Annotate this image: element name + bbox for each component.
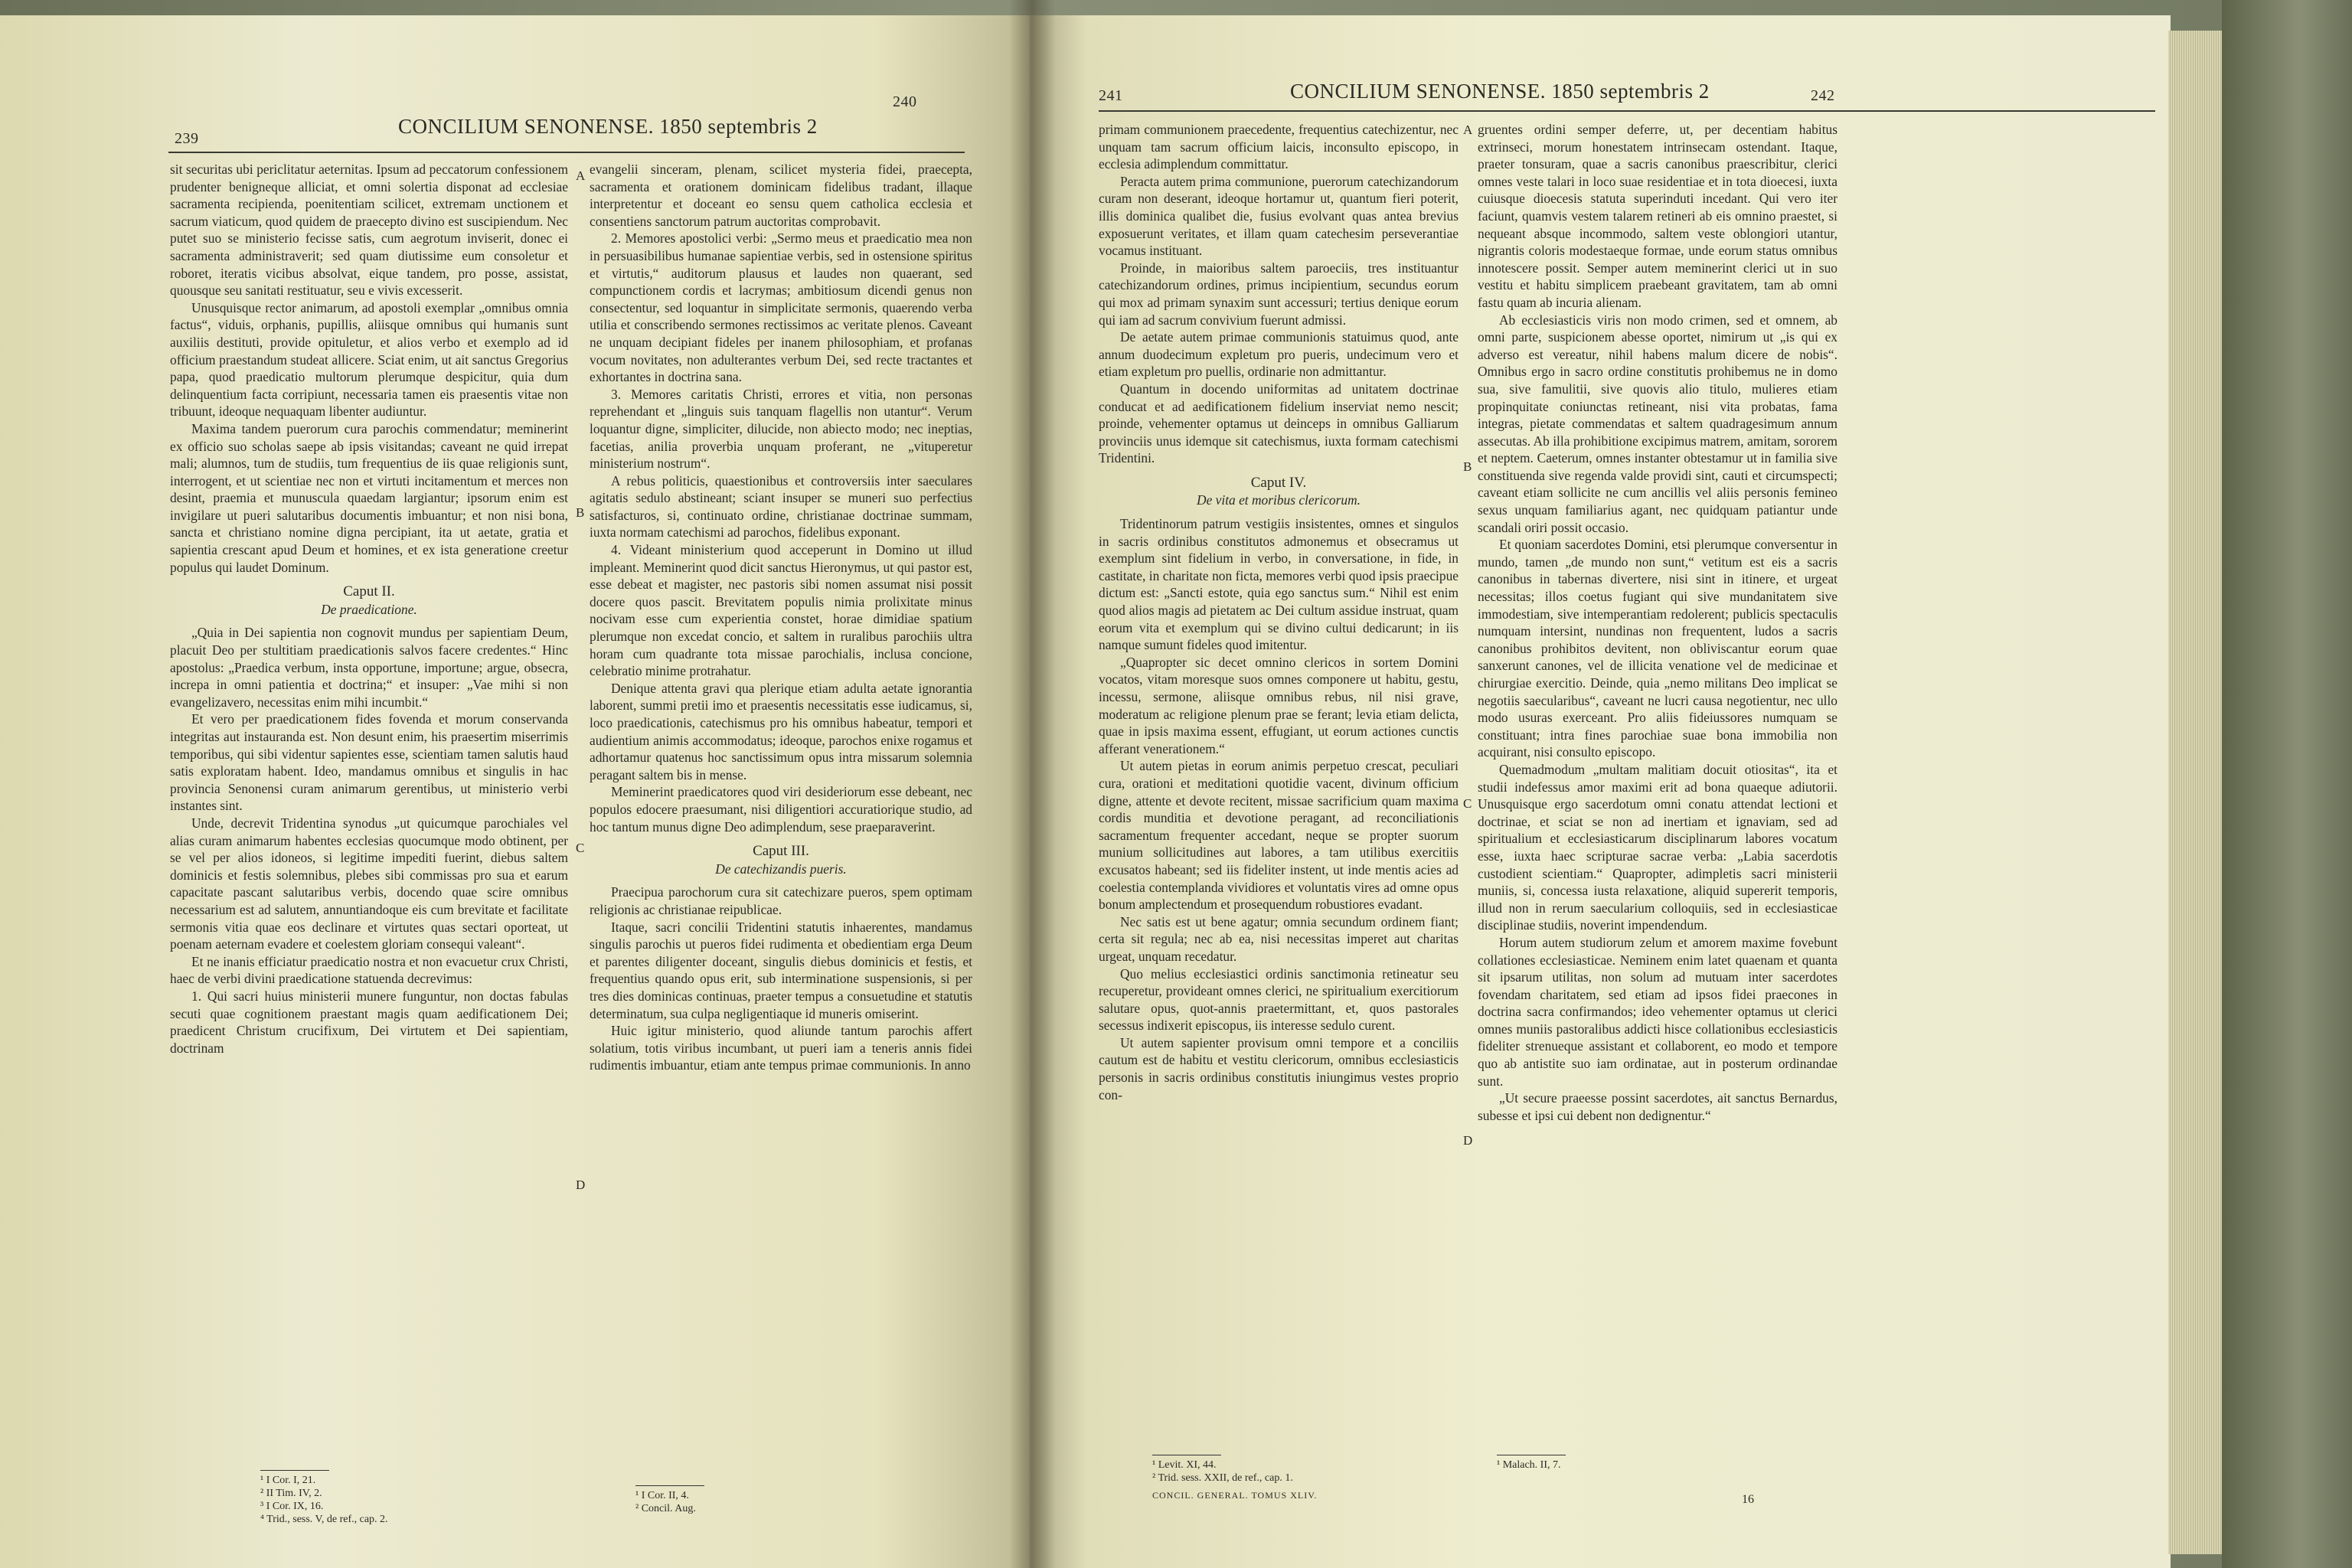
right-page (1030, 15, 2171, 1568)
caput-heading: Caput IV. (1250, 474, 1307, 491)
paragraph: Unusquisque rector animarum, ad apostoli exemplar „omnibus omnia factus“, viduis, orphanis, pupillis, aliisque omnibus qui humanis sunt auxiliis destituti, provide opituletur, et alios verbo et exemplo ad id officium praestandum studeat allicere. Sciat enim, ut ait sanctus Gregorius papa, quod praedicatio multorum plerumque despicitur, quia dum delinquentium facta corripiunt, necessaria tamen eis praesentis vitae non tribuunt, ideoque nequaquam libenter audiuntur. (170, 299, 568, 420)
left-header-rule (168, 152, 965, 153)
paragraph: Proinde, in maioribus saltem paroeciis, tres instituantur catechizandorum ordines, primus incipientium, secundus eorum qui mox ad primam synaxim sunt accessuri; tertius denique eorum qui iam ad sacrum convivium fuerunt admissi. (1099, 260, 1459, 328)
caput-heading: Caput III. (753, 843, 809, 860)
paragraph: „Ut secure praeesse possint sacerdotes, ait sanctus Bernardus, subesse et ipsi cui debent non dedignentur.“ (1478, 1090, 1838, 1123)
book-gutter-shadow (1009, 0, 1055, 1568)
paragraph: Maxima tandem puerorum cura parochis commendatur; meminerint ex officio suo scholas saepe ab ipsis visitandas; caveant ne quid irrepat mali; alumnos, tum de studiis, tum frequentius de iis quae religionis sunt, interrogent, et ut scientiae nec non et virtuti incitamentum et merces non desint, praemia et munuscula quaedam largiantur; ipsorum enim est invigilare ut pueri salutaribus documentis imbuantur; et non nisi bona, sancta et christiano nomine digna percipiant, ita ut aetate, gratia et sapientia crescant apud Deum et homines, et ex ista generatione creetur populus qui laudet Dominum. (170, 420, 568, 575)
footnote-rule (635, 1485, 704, 1486)
paragraph: Ut autem sapienter provisum omni tempore et a conciliis cautum est de habitu et vestitu clericorum, omnibus ecclesiasticis personis in sacris ordinibus constitutis iniungimus vestes proprio con- (1099, 1034, 1459, 1102)
paragraph: Peracta autem prima communione, puerorum catechizandorum curam non deserant, ideoque hortamur ut, quantum fieri poterit, illis dominica qualibet die, fusius evolvant quas antea brevius exposuerunt veritates, et illam quam catechesim perseverantiae vocamus instituant. (1099, 173, 1459, 259)
right-header-rule (1099, 110, 2155, 112)
right-col2-footnotes (1497, 1455, 1726, 1472)
paragraph: Quantum in docendo uniformitas ad unitatem doctrinae conducat et ad aedificationem fidelium inserviat nemo nescit; proinde, vehementer optamus ut deinceps in omnibus Galliarum provinciis unus idemque sit catechismus, iuxta formam catechismi Tridentini. (1099, 381, 1459, 466)
footnote: ¹ Levit. XI, 44. (1152, 1459, 1217, 1471)
background-surface (2222, 0, 2352, 1568)
footnote: ¹ I Cor. II, 4. (635, 1490, 689, 1501)
signature-page-number: 16 (1742, 1493, 1754, 1506)
caput-subtitle: De praedicatione. (321, 601, 417, 617)
footnote: ² II Tim. IV, 2. (260, 1488, 322, 1499)
paragraph: Ab ecclesiasticis viris non modo crimen, sed et omnem, ab omni parte, suspicionem abesse oportet, nimirum ut „is qui ex adverso est vereatur, nihil habens malum dicere de nobis“. Omnibus ergo in sacro ordine constitutis prohibemus ne in domo sua, sive famulitii, sive quovis alio titulo, mulieres etiam propinquitate coniunctas retineant, nisi vita probatas, fama integras, pietate commendatas et saltem quadragesimum annum assecutas. Ab illa prohibitione excipimus matrem, amitam, sororem et neptem. Caeterum, omnes instanter obtestamur ut in familia sive constituenda sive regenda valde providi sint, cauti et circumspecti; caveant etiam sollicite ne cum ancillis vel aliis personis femineo sexus unquam familiarius agant, nec quidquam patiantur unde scandali oriri possit occasio. (1478, 312, 1838, 535)
paragraph: 3. Memores caritatis Christi, errores et vitia, non personas reprehendant et „linguis suis tanquam flagellis non utantur“. Verum loquantur digne, simpliciter, dilucide, non abiecto modo; nec ineptias, facetias, anilia proverbia unquam proferant, ne „vituperetur ministerium nostrum“. (590, 386, 972, 472)
right-column-1 (1099, 121, 1459, 1103)
margin-letter: B (576, 505, 585, 520)
paragraph: Tridentinorum patrum vestigiis insistentes, omnes et singulos in sacris ordinibus constitutos admonemus et obsecramus ut exemplum sint fidelium in verbo, in conversatione, in fide, in castitate, in charitate non ficta, memores verbi quod ipsis praecipue dictum est: „Sancti estote, quia ego sanctus sum.“ Nihil est enim quod alios magis ad pietatem ac Dei cultum assidue instruat, quam eorum vita et exemplum qui se divino cultui dedicarunt; in iis namque sumunt fideles quod imitentur. (1099, 516, 1459, 653)
paragraph: Nec satis est ut bene agatur; omnia secundum ordinem fiant; certa sit regula; nec ab ea, nisi necessitas imperet aut charitas urgeat, unquam recedatur. (1099, 913, 1459, 964)
right-header-right-num: 242 (1811, 87, 1835, 104)
paragraph: Et ne inanis efficiatur praedicatio nostra et non evacuetur crux Christi, haec de verbi divini praedicatione statuenda decrevimus: (170, 953, 568, 987)
right-column-2 (1478, 121, 1838, 1124)
paragraph: Itaque, sacri concilii Tridentini statutis inhaerentes, mandamus singulis parochis ut pueros fidei rudimenta et obedientiam erga Deum et parentes diligenter doceant, singulis diebus dominicis et festis, et frequentius quando opus erit, sub interminatione suspensionis, si per tres dies dominicas continuas, praeter tempus a consuetudine et statutis determinatum, sua culpa negligentiaque id muneris omiserint. (590, 919, 972, 1021)
page-edges (2168, 31, 2222, 1554)
left-header-left-num: 239 (175, 130, 199, 147)
paragraph: 1. Qui sacri huius ministerii munere funguntur, non doctas fabulas secuti quae cognitionem praestant magis quam aedificationem Dei; praedicent Christum crucifixum, Dei virtutem et Dei sapientiam, doctrinam (170, 988, 568, 1056)
paragraph: gruentes ordini semper deferre, ut, per decentiam habitus extrinseci, morum honestatem intrinsecam ostendant. Itaque, praeter tonsuram, quae a sacris canonibus praescribitur, clerici omnes veste talari in loco suae residentiae et in tota dioecesi, iuxta cuiusque dioecesis statuta superinduti incedant. Qui vero iter faciunt, quamvis vestem talarem retineri ab eis omnino praestet, si nequeant absque incommodo, saltem veste oblongiori utantur, nigrantis coloris modestaeque formae, unde eorum status omnibus innotescere possit. Semper autem meminerint clerici ut in suo vestitu et habitu simplicem praebeant gravitatem, tam ab omni fastu quam ab incuria alienam. (1478, 122, 1838, 310)
paragraph: A rebus politicis, quaestionibus et controversiis inter saeculares agitatis sedulo abstineant; sciant insuper se muneri suo perfectius satisfacturos, si, continuato ordine, christianae doctrinae summam, iuxta normam catechismi ad parochos, fidelibus exponant. (590, 472, 972, 541)
paragraph: Quo melius ecclesiastici ordinis sanctimonia retineatur seu recuperetur, provideant omnes clerici, ne spiritualium exercitiorum salutare opus, quot-annis praetermittant, et, quos pastorales secessus indixerit episcopus, iis interesse sedulo curent. (1099, 965, 1459, 1034)
margin-letter: A (1463, 122, 1473, 137)
margin-letter: A (576, 168, 586, 183)
paragraph: Ut autem pietas in eorum animis perpetuo crescat, peculiari cura, orationi et meditationi quotidie vacent, divinum officium digne, attente et devote recitent, missae sacrificium quam maxima cordis munditia et devotione peragant, ad reconciliationis sacramentum frequenter accedant, neque se propter suorum munium sollicitudines aut labores, a tam utilibus exercitiis excusatos habeant; sed iis fideliter instent, ut inde mentis acies ad coelestia contemplanda vividiores et voluntatis vires ad omne opus bonum amplectendum et prosequendum robustiores evadant. (1099, 758, 1459, 913)
footnote: ³ I Cor. IX, 16. (260, 1501, 324, 1512)
caput-subtitle: De catechizandis pueris. (715, 861, 847, 877)
paragraph: Huic igitur ministerio, quod aliunde tantum parochis affert solatium, totis viribus incumbant, ut pueri iam a teneris annis fidei rudimentis imbuantur, etiam ante tempus primae communionis. In anno (590, 1023, 972, 1073)
paragraph: Unde, decrevit Tridentina synodus „ut quicumque parochiales vel alias curam animarum habentes ecclesias quocumque modo obtinent, per se vel per alios idoneos, si legitime impediti fuerint, diebus saltem dominicis et festis solemnibus, plebes sibi commissas pro sua et earum capacitate pascant salutaribus verbis, docendo quae scire omnibus necessarium est ad salutem, annuntiandoque eis cum brevitate et facilitate sermonis vitia quae eos declinare et virtutes quas sectari oporteat, ut poenam aeternam evadere et coelestem gloriam consequi valeant“. (170, 815, 568, 952)
paragraph: „Quia in Dei sapientia non cognovit mundus per sapientiam Deum, placuit Deo per stultitiam praedicationis salvos facere credentes.“ Hinc apostolus: „Praedica verbum, insta opportune, importune; argue, obsecra, increpa in omni patientia et doctrina;“ et insuper: „Vae mihi si non evangelizavero, necessitas enim mihi incumbit.“ (170, 625, 568, 710)
paragraph: sit securitas ubi periclitatur aeternitas. Ipsum ad peccatorum confessionem prudenter benigneque alliciat, et omni solertia disponat ad ecclesiae sacramenta recipienda, poenitentiam scilicet, extremam unctionem et sacrum viaticum, quod quidem de praecepto divino est suscipiendum. Nec putet suo se ministerio fecisse satis, cum aegrotum inviserit, donec ei sacramenta administraverit; sed quam diutissime eum consoletur et roboret, iteratis vicibus absolvat, eique tandem, pro posse, assistat, quousque seu sanitati restituatur, seu e vivis excesserit. (170, 162, 568, 299)
left-column-2 (590, 161, 972, 1074)
left-header-title: CONCILIUM SENONENSE. 1850 septembris 2 (398, 115, 818, 138)
caput-subtitle: De vita et moribus clericorum. (1197, 492, 1361, 508)
margin-letter: C (576, 841, 585, 855)
margin-letter: D (576, 1178, 586, 1192)
left-page (0, 15, 1030, 1568)
paragraph: Horum autem studiorum zelum et amorem maxime fovebunt collationes ecclesiasticae. Neminem enim latet quaenam et quanta sit ipsarum utilitas, non solum ad mutuam inter sacerdotes fovendam charitatem, sed etiam ad ipsos fidei praecones in doctrina sacra confirmandos; ideo vehementer optamus ut clerici omnes muniis pastoralibus addicti hisce collationibus ecclesiasticis fideliter strenueque assistant et collaborent, eo modo et tempore quo ab antistite suo iam ordinatae, aut in posterum ordinandae sunt. (1478, 934, 1838, 1089)
paragraph: Et vero per praedicationem fides fovenda et morum conservanda integritas aut instauranda est. Non desunt enim, his praesertim miserrimis temporibus, qui sibi videntur sapientes esse, scientiam tamen salutis haud satis exploratam habent. Ideo, mandamus omnibus et singulis in hac provincia Senonensi curam animarum gerentibus, ut ministerio verbi instantes sint. (170, 711, 568, 814)
signature-mark: CONCIL. GENERAL. TOMUS XLIV. (1152, 1490, 1318, 1501)
footnote: ¹ I Cor. I, 21. (260, 1475, 316, 1486)
paragraph: Quemadmodum „multam malitiam docuit otiositas“, ita et studii indefessus amor maximi erit ad bona quaeque adiutorii. Unusquisque ergo sacerdotum omni conatu attendat lectioni et doctrinae, et sciat se non ad inertiam et ignaviam, sed ad spiritualium et ecclesiasticarum disciplinarum labores vocatum esse, iuxta haec scripturae sacrae verba: „Labia sacerdotis custodient scientiam.“ Quapropter, adimpletis sacri ministerii muniis, si, concessa iusta relaxatione, aliquid supererit temporis, illud non in rerum saecularium colloquiis, sed in ecclesiasticae disciplinae studiis, noverint impendendum. (1478, 761, 1838, 933)
footnote-rule (260, 1470, 329, 1471)
paragraph: 2. Memores apostolici verbi: „Sermo meus et praedicatio mea non in persuasibilibus humanae sapientiae verbis, sed in ostensione spiritus et virtutis,“ auditorum plausus et laudes non quaerant, sed compunctionem cordis et lacrymas; ambitiosum dicendi genus non consectentur, sed loquantur in simplicitate sermonis, quaerendo verba utilia et conscribendo sermones rectissimos ac veritate plenos. Caveant ne unquam decipiant fideles per inanem philosophiam, et profanas vocum novitates, non adulterantes verbum Dei, sed recte tractantes et exhortantes in doctrina sana. (590, 230, 972, 385)
paragraph: primam communionem praecedente, frequentius catechizentur, nec unquam tam sacrum officium laicis, inconsulto episcopo, in ecclesia adimplendum committatur. (1099, 122, 1459, 172)
paragraph: evangelii sinceram, plenam, scilicet mysteria fidei, praecepta, sacramenta et orationem dominicam fidelibus tradant, illaque interpretentur et doceant eo sensu quem catholica ecclesia et consentiens sanctorum patrum auctoritas comprobavit. (590, 162, 972, 229)
paragraph: De aetate autem primae communionis statuimus quod, ante annum duodecimum expletum pro pueris, undecimum vero et etiam expletum pro puellis, ordinarie non admittantur. (1099, 329, 1459, 380)
right-col1-footnotes (1152, 1455, 1443, 1502)
left-header-right-num: 240 (893, 93, 917, 110)
right-header-title: CONCILIUM SENONENSE. 1850 septembris 2 (1290, 80, 1710, 103)
left-running-head (398, 115, 818, 139)
paragraph: Meminerint praedicatores quod viri desideriorum esse debeant, nec populos edocere praesumant, nisi diligentiori accuratiorique studio, ad hoc tantum munus digne Deo adimplendum, sese praeparaverint. (590, 784, 972, 835)
margin-letter: B (1463, 459, 1472, 474)
paragraph: „Quapropter sic decet omnino clericos in sortem Domini vocatos, vitam moresque suos omnes componere ut habitu, gestu, incessu, sermone, aliisque omnibus rebus, nil nisi grave, moderatum ac religione plenum prae se ferant; levia etiam delicta, quae in ipsis maxima essent, effugiant, ut eorum actiones cunctis afferant venerationem.“ (1099, 654, 1459, 756)
left-col2-footnotes (635, 1485, 865, 1515)
right-header-left-num: 241 (1099, 87, 1123, 104)
footnote: ² Concil. Aug. (635, 1503, 696, 1514)
paragraph: Praecipua parochorum cura sit catechizare pueros, spem optimam religionis ac christianae reipublicae. (590, 884, 972, 917)
margin-letter: D (1463, 1133, 1473, 1148)
paragraph: 4. Videant ministerium quod acceperunt in Domino ut illud impleant. Meminerint quod dicit sanctus Hieronymus, ut qui pastor est, esse debeat et magister, nec pastoris sibi nomen assumat nisi possit docere quos pascit. Brevitatem populis nimia prolixitate minus nocivam esse cum experientia constet, horae dimidiae spatium plerumque non excedat concio, et saltem in ruralibus parochiis ultra horam cum quadrante tota missae parochialis, inclusa concione, celebratio minime protrahatur. (590, 542, 972, 679)
paragraph: Et quoniam sacerdotes Domini, etsi plerumque conversentur in mundo, tamen „de mundo non sunt,“ vetitum est eis a sacris canonibus in tabernas divertere, nisi sint in itinere, et urgeat necessitas; illos coetus fugiant qui sive mundanitatem sive immodestiam, sive intemperantiam redolerent; publicis spectaculis numquam intersint, nundinas non frequentent, ludos a sacris canonibus prohibitos devitent, non obliviscantur eorum quae sanxerunt canones, vel de illicita venatione vel de medicinae et chirurgiae exercitio. Deinde, quia „nemo militans Deo implicat se negotiis saecularibus“, caveant ne lucri causa negotientur, nec ullo modo usuras exerceant. Pro aliis fideiussores numquam se constituant; intra fines parochiae suae bona immobilia non acquirant, nisi consulto episcopo. (1478, 537, 1838, 760)
caput-heading: Caput II. (343, 583, 395, 600)
footnote: ² Trid. sess. XXII, de ref., cap. 1. (1152, 1472, 1293, 1484)
paragraph: Denique attenta gravi qua plerique etiam adulta aetate ignorantia laborent, summi pretii imo et praesentis necessitatis esse iudicamus, si, loco praedicationis, catechismus pro his omnibus habeatur, tempori et audientium animis accommodatus; ideoque, parochos enixe rogamus et adhortamur quatenus hoc sanctissimum opus intra missarum solemnia peragant saltem bis in mense. (590, 680, 972, 782)
left-col1-footnotes (260, 1470, 490, 1526)
margin-letter: C (1463, 796, 1472, 811)
left-column-1 (170, 161, 568, 1057)
footnote: ¹ Malach. II, 7. (1497, 1459, 1561, 1471)
footnote: ⁴ Trid., sess. V, de ref., cap. 2. (260, 1514, 388, 1525)
